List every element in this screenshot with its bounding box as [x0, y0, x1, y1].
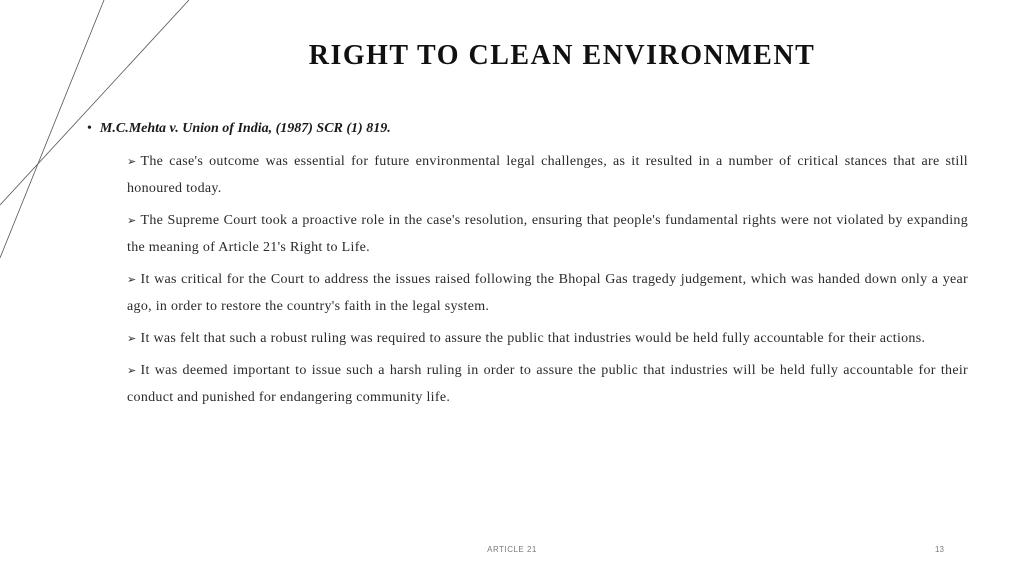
point-text: It was felt that such a robust ruling was required to assure the public that industries would be held fully accountable for their actions. [140, 331, 926, 346]
point-text: The Supreme Court took a proactive role in the case's resolution, ensuring that people's fundamental rights were not violated by expanding the meaning of Article 21's Right to Life. [127, 213, 968, 255]
arrow-bullet-icon: ➢ [127, 332, 137, 345]
page-number: 13 [935, 545, 944, 554]
list-item [127, 266, 968, 320]
case-citation [87, 121, 391, 137]
point-text: It was critical for the Court to address the issues raised following the Bhopal Gas tragedy judgement, which was handed down only a year ago, in order to restore the country's faith in the legal system. [127, 272, 968, 314]
slide-title: RIGHT TO CLEAN ENVIRONMENT [308, 40, 816, 71]
list-item [127, 357, 968, 411]
arrow-bullet-icon: ➢ [127, 214, 137, 227]
case-citation-text: M.C.Mehta v. Union of India, (1987) SCR (1) 819. [99, 121, 391, 136]
list-item [127, 207, 968, 261]
arrow-bullet-icon: ➢ [127, 364, 137, 377]
bullet-dot-icon: • [87, 121, 92, 136]
point-text: The case's outcome was essential for future environmental legal challenges, as it resulted in a number of critical stances that are still honoured today. [127, 154, 968, 196]
list-item [127, 325, 968, 352]
arrow-bullet-icon: ➢ [127, 273, 137, 286]
arrow-bullet-icon: ➢ [127, 155, 137, 168]
list-item [127, 148, 968, 202]
footer-label: ARTICLE 21 [487, 545, 537, 554]
points-list [127, 148, 968, 416]
point-text: It was deemed important to issue such a harsh ruling in order to assure the public that industries will be held fully accountable for their conduct and punished for endangering community life. [127, 363, 968, 405]
